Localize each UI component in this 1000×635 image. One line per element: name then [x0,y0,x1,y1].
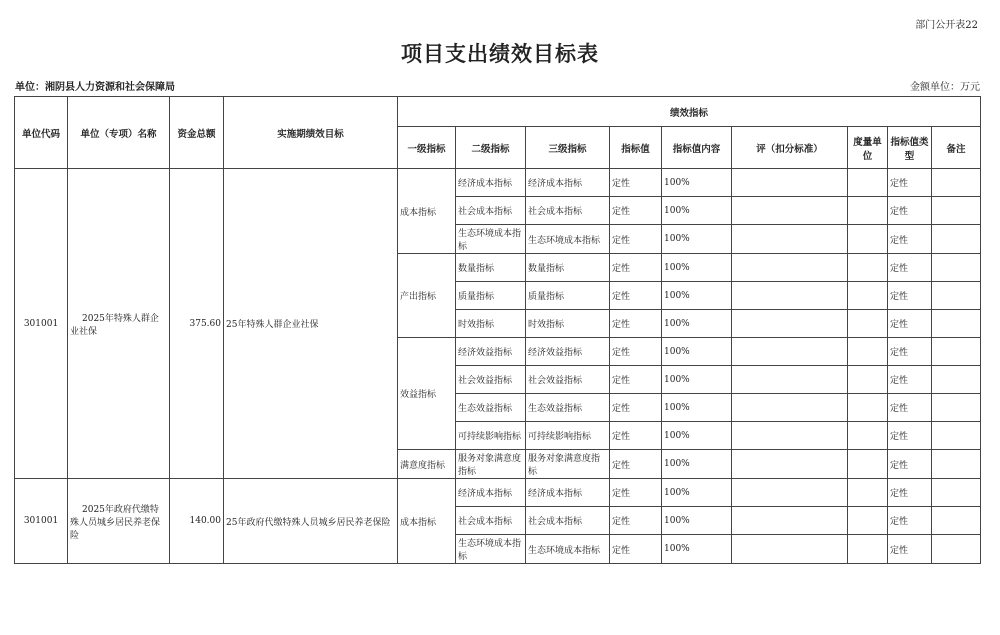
evaluation-cell [732,366,848,394]
measure-unit-cell [848,254,888,282]
remark-cell [932,394,981,422]
level2-cell: 生态环境成本指标 [456,535,526,564]
evaluation-cell [732,422,848,450]
evaluation-cell [732,197,848,225]
value-cell: 定性 [610,366,662,394]
value-cell: 定性 [610,450,662,479]
level2-cell: 社会成本指标 [456,197,526,225]
header-code: 单位代码 [15,97,68,169]
value-content-cell: 100% [662,254,732,282]
header-goal: 实施期绩效目标 [224,97,398,169]
unit-code-cell: 301001 [15,169,68,479]
level1-cell: 满意度指标 [398,450,456,479]
header-level1: 一级指标 [398,127,456,169]
measure-unit-cell [848,450,888,479]
value-content-cell: 100% [662,338,732,366]
value-content-cell: 100% [662,197,732,225]
performance-table [14,96,981,564]
level2-cell: 质量指标 [456,282,526,310]
level2-cell: 经济效益指标 [456,338,526,366]
table-row [15,169,981,197]
header-level2: 二级指标 [456,127,526,169]
level2-cell: 时效指标 [456,310,526,338]
measure-unit-cell [848,282,888,310]
measure-unit-cell [848,394,888,422]
value-content-cell: 100% [662,394,732,422]
evaluation-cell [732,479,848,507]
value-cell: 定性 [610,535,662,564]
unit-code-cell: 301001 [15,479,68,564]
value-cell: 定性 [610,254,662,282]
header-amount: 资金总额 [170,97,224,169]
level1-cell: 产出指标 [398,254,456,338]
project-name-cell: 2025年特殊人群企业社保 [68,169,170,479]
remark-cell [932,254,981,282]
level2-cell: 生态环境成本指标 [456,225,526,254]
goal-cell: 25年政府代缴特殊人员城乡居民养老保险 [224,479,398,564]
value-type-cell: 定性 [888,338,932,366]
value-cell: 定性 [610,310,662,338]
value-type-cell: 定性 [888,254,932,282]
header-remark: 备注 [932,127,981,169]
measure-unit-cell [848,366,888,394]
evaluation-cell [732,394,848,422]
remark-cell [932,535,981,564]
evaluation-cell [732,310,848,338]
value-type-cell: 定性 [888,450,932,479]
value-type-cell: 定性 [888,479,932,507]
remark-cell [932,169,981,197]
level3-cell: 经济效益指标 [526,338,610,366]
table-number-label: 部门公开表22 [915,20,978,31]
evaluation-cell [732,282,848,310]
level3-cell: 经济成本指标 [526,169,610,197]
level2-cell: 经济成本指标 [456,479,526,507]
value-cell: 定性 [610,169,662,197]
value-type-cell: 定性 [888,422,932,450]
value-type-cell: 定性 [888,169,932,197]
level1-cell: 成本指标 [398,479,456,564]
remark-cell [932,282,981,310]
evaluation-cell [732,225,848,254]
measure-unit-cell [848,422,888,450]
level3-cell: 可持续影响指标 [526,422,610,450]
value-content-cell: 100% [662,507,732,535]
remark-cell [932,197,981,225]
page-title: 项目支出绩效目标表 [401,42,599,66]
evaluation-cell [732,535,848,564]
level2-cell: 可持续影响指标 [456,422,526,450]
header-value-content: 指标值内容 [662,127,732,169]
measure-unit-cell [848,197,888,225]
value-content-cell: 100% [662,310,732,338]
value-type-cell: 定性 [888,394,932,422]
level3-cell: 时效指标 [526,310,610,338]
evaluation-cell [732,338,848,366]
evaluation-cell [732,254,848,282]
measure-unit-cell [848,225,888,254]
value-content-cell: 100% [662,450,732,479]
level3-cell: 服务对象满意度指标 [526,450,610,479]
measure-unit-cell [848,507,888,535]
amount-unit: 金额单位：万元 [910,82,980,93]
value-cell: 定性 [610,282,662,310]
level2-cell: 社会效益指标 [456,366,526,394]
value-content-cell: 100% [662,479,732,507]
value-content-cell: 100% [662,282,732,310]
evaluation-cell [732,507,848,535]
value-cell: 定性 [610,422,662,450]
measure-unit-cell [848,338,888,366]
measure-unit-cell [848,479,888,507]
value-cell: 定性 [610,225,662,254]
value-cell: 定性 [610,479,662,507]
amount-cell: 375.60 [170,169,224,479]
level3-cell: 社会成本指标 [526,507,610,535]
level2-cell: 社会成本指标 [456,507,526,535]
level2-cell: 数量指标 [456,254,526,282]
remark-cell [932,507,981,535]
level1-cell: 成本指标 [398,169,456,254]
header-value-type: 指标值类型 [888,127,932,169]
value-type-cell: 定性 [888,282,932,310]
value-type-cell: 定性 [888,535,932,564]
value-cell: 定性 [610,394,662,422]
value-type-cell: 定性 [888,310,932,338]
remark-cell [932,422,981,450]
level2-cell: 生态效益指标 [456,394,526,422]
evaluation-cell [732,450,848,479]
goal-cell: 25年特殊人群企业社保 [224,169,398,479]
value-content-cell: 100% [662,225,732,254]
remark-cell [932,450,981,479]
header-value: 指标值 [610,127,662,169]
level3-cell: 生态效益指标 [526,394,610,422]
remark-cell [932,366,981,394]
remark-cell [932,479,981,507]
project-name-cell: 2025年政府代缴特殊人员城乡居民养老保险 [68,479,170,564]
level3-cell: 生态环境成本指标 [526,535,610,564]
header-measure-unit: 度量单位 [848,127,888,169]
value-cell: 定性 [610,197,662,225]
header-evaluation: 评（扣分标准） [732,127,848,169]
level2-cell: 经济成本指标 [456,169,526,197]
value-cell: 定性 [610,507,662,535]
level3-cell: 社会效益指标 [526,366,610,394]
value-type-cell: 定性 [888,366,932,394]
header-performance: 绩效指标 [398,97,981,127]
value-type-cell: 定性 [888,225,932,254]
value-content-cell: 100% [662,535,732,564]
measure-unit-cell [848,169,888,197]
level3-cell: 生态环境成本指标 [526,225,610,254]
unit-name: 单位：湘阴县人力资源和社会保障局 [15,82,175,93]
measure-unit-cell [848,535,888,564]
remark-cell [932,338,981,366]
remark-cell [932,225,981,254]
value-type-cell: 定性 [888,507,932,535]
value-content-cell: 100% [662,422,732,450]
level2-cell: 服务对象满意度指标 [456,450,526,479]
level3-cell: 经济成本指标 [526,479,610,507]
level3-cell: 质量指标 [526,282,610,310]
level1-cell: 效益指标 [398,338,456,450]
header-level3: 三级指标 [526,127,610,169]
value-cell: 定性 [610,338,662,366]
evaluation-cell [732,169,848,197]
value-content-cell: 100% [662,169,732,197]
amount-cell: 140.00 [170,479,224,564]
header-name: 单位（专项）名称 [68,97,170,169]
remark-cell [932,310,981,338]
value-content-cell: 100% [662,366,732,394]
table-row [15,479,981,507]
level3-cell: 数量指标 [526,254,610,282]
value-type-cell: 定性 [888,197,932,225]
level3-cell: 社会成本指标 [526,197,610,225]
measure-unit-cell [848,310,888,338]
